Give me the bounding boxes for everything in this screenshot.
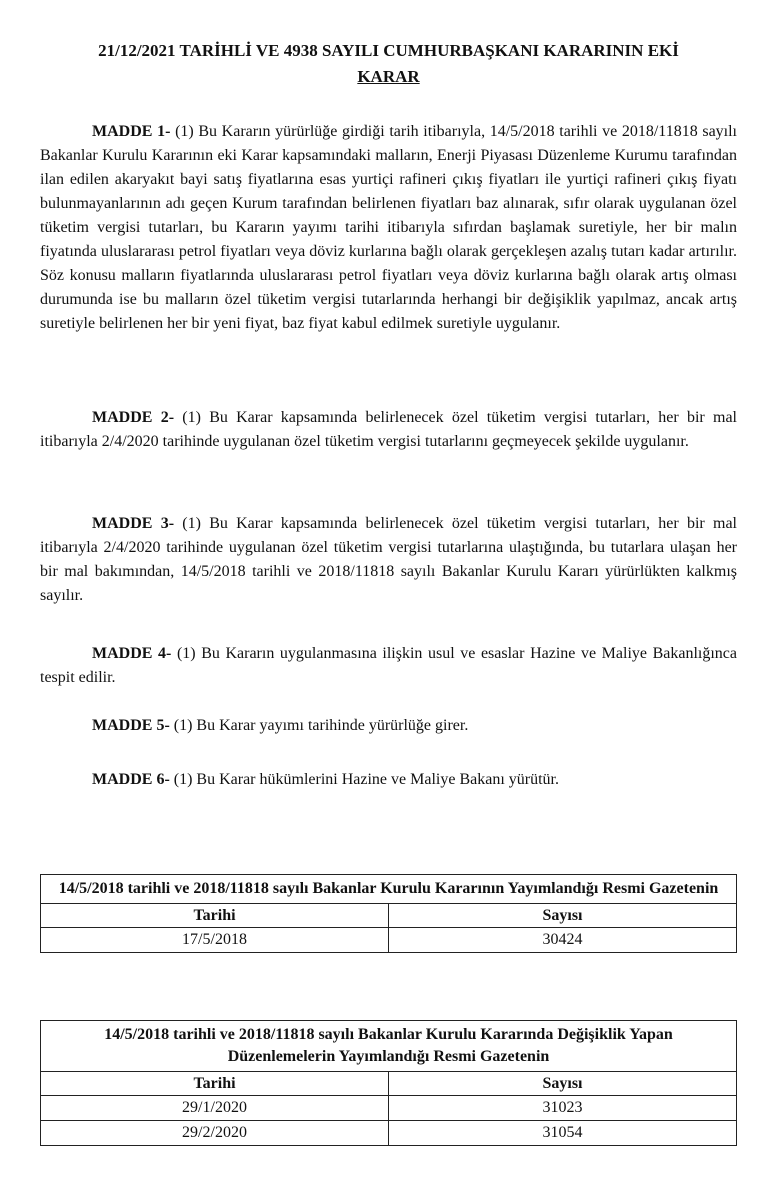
article-4-heading: MADDE 4- [92, 645, 172, 662]
article-3-heading: MADDE 3- [92, 515, 175, 532]
article-5 [40, 714, 737, 738]
article-2 [40, 406, 737, 454]
article-1-heading: MADDE 1- [92, 123, 171, 140]
table-header-row [41, 904, 737, 928]
title-line-1: 21/12/2021 TARİHLİ VE 4938 SAYILI CUMHURBAŞKANI KARARININ EKİ [98, 41, 679, 60]
table-cell-number: 31023 [389, 1096, 737, 1121]
table-caption: 14/5/2018 tarihli ve 2018/11818 sayılı Bakanlar Kurulu Kararının Yayımlandığı Resmi Gazetenin [41, 875, 737, 904]
article-5-text: (1) Bu Karar yayımı tarihinde yürürlüğe girer. [169, 717, 469, 734]
table-cell-number: 31054 [389, 1121, 737, 1146]
article-6 [40, 768, 737, 792]
title-line-2: KARAR [357, 67, 420, 86]
table-header-row [41, 1072, 737, 1096]
table-cell-date: 17/5/2018 [41, 928, 389, 953]
article-4 [40, 642, 737, 690]
article-2-heading: MADDE 2- [92, 409, 175, 426]
table-cell-date: 29/2/2020 [41, 1121, 389, 1146]
column-header-date: Tarihi [41, 904, 389, 928]
table-cell-number: 30424 [389, 928, 737, 953]
table-caption-row [41, 875, 737, 904]
table-row [41, 928, 737, 953]
document-title [40, 38, 737, 90]
article-5-heading: MADDE 5- [92, 717, 170, 734]
article-2-text: (1) Bu Karar kapsamında belirlenecek özel tüketim vergisi tutarları, her bir mal itibarıyla 2/4/2020 tarihinde uygulanan özel tüketim vergisi tutarlarını geçmeyecek şekilde uygulanır. [40, 409, 738, 450]
article-1 [40, 120, 737, 336]
article-6-heading: MADDE 6- [92, 771, 170, 788]
table-row [41, 1096, 737, 1121]
article-4-text: (1) Bu Kararın uygulanmasına ilişkin usul ve esaslar Hazine ve Maliye Bakanlığınca tespit edilir. [40, 645, 737, 686]
table-caption-row [41, 1021, 737, 1072]
table-caption: 14/5/2018 tarihli ve 2018/11818 sayılı Bakanlar Kurulu Kararında Değişiklik Yapan Düzenlemelerin Yayımlandığı Resmi Gazetenin [41, 1021, 737, 1072]
column-header-number: Sayısı [389, 1072, 737, 1096]
article-6-text: (1) Bu Karar hükümlerini Hazine ve Maliye Bakanı yürütür. [169, 771, 559, 788]
article-3-text: (1) Bu Karar kapsamında belirlenecek özel tüketim vergisi tutarları, her bir mal itibarıyla 2/4/2020 tarihinde uygulanan özel tüketim vergisi tutarlarına ulaştığında, bu tutarlara ulaşan her bir mal bakımından, 14/5/2018 tarihli ve 2018/11818 sayılı Bakanlar Kurulu Kararı yürürlükten kalkmış sayılır. [40, 515, 738, 604]
article-3 [40, 512, 737, 608]
column-header-date: Tarihi [41, 1072, 389, 1096]
table-cell-date: 29/1/2020 [41, 1096, 389, 1121]
article-1-text: (1) Bu Kararın yürürlüğe girdiği tarih itibarıyla, 14/5/2018 tarihli ve 2018/11818 sayılı Bakanlar Kurulu Kararının eki Karar kapsamındaki malların, Enerji Piyasası Düzenleme Kurumu tarafından ilan edilen akaryakıt bayi satış fiyatlarına esas yurtiçi rafineri çıkış fiyatları ile yurtiçi rafineri çıkış fiyatı bulunmayanlarının adı geçen Kurum tarafından belirlenen fiyatları baz alınarak, sıfır olarak uygulanan özel tüketim vergisi tutarları, bu Kararın yayımı tarihi itibarıyla sıfırdan başlamak suretiyle, her bir malın fiyatında uluslararası petrol fiyatları veya döviz kurlarına bağlı olarak gerçekleşen azalış tutarı kadar artırılır. Söz konusu malların fiyatlarında uluslararası petrol fiyatları veya döviz kurlarına bağlı olarak artış olması durumunda ise bu malların özel tüketim vergisi tutarlarında herhangi bir değişiklik yapılmaz, ancak artış suretiyle belirlenen her bir yeni fiyat, baz fiyat kabul edilmek suretiyle uygulanır. [40, 123, 738, 332]
table-row [41, 1121, 737, 1146]
column-header-number: Sayısı [389, 904, 737, 928]
gazette-table-amendments [40, 1020, 737, 1146]
gazette-table-original [40, 874, 737, 953]
